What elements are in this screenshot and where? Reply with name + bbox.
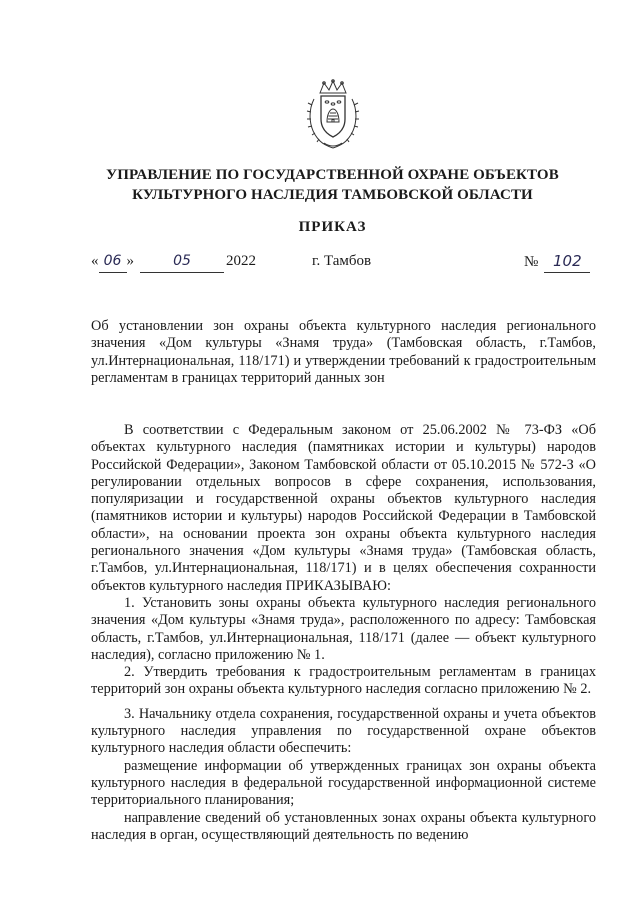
order-title [91, 318, 596, 387]
order-title-text: Об установлении зон охраны объекта культурного наследия регионального значения «Дом культуры «Знамя труда» (Тамбовская область, г.Тамбов, ул.Интернациональная, 118/171) и утверждении требований к градостроительным регламентам в границах территорий данных зон [91, 318, 596, 386]
order-body [91, 422, 596, 844]
item-2-paragraph: 2. Утвердить требования к градостроительным регламентам в границах территорий зон охраны объекта культурного наследия согласно приложению № 2. [91, 664, 596, 698]
date-day-handwritten: 06 [99, 250, 127, 273]
date-year: 2022 [226, 253, 256, 269]
number-handwritten: 102 [544, 250, 590, 273]
item-3-subpoint-2: направление сведений об установленных зонах охраны объекта культурного наследия в орган, осуществляющий деятельность по ведению [91, 809, 596, 843]
date-close-quote: » [126, 253, 134, 269]
document-type-title: ПРИКАЗ [298, 219, 367, 235]
item-3-subpoint-1: размещение информации об утвержденных границах зон охраны объекта культурного наследия в федеральной государственной информационной системе территориального планирования; [91, 757, 596, 809]
organization-name-line-1: УПРАВЛЕНИЕ ПО ГОСУДАРСТВЕННОЙ ОХРАНЕ ОБЪЕКТОВ [106, 167, 559, 183]
document-city: г. Тамбов [312, 253, 372, 269]
preamble-paragraph: В соответствии с Федеральным законом от 25.06.2002 № 73-ФЗ «Об объектах культурного наследия (памятниках истории и культуры) народов Российской Федерации», Законом Тамбовской области от 05.10.2015 № 572-З «О регулировании отдельных вопросов в сфере сохранения, использования, популяризации и государственной охраны объектов культурного наследия (памятников истории и культуры) народов Российской Федерации в Тамбовской области», на основании проекта зон охраны объекта культурного наследия регионального значения «Дом культуры «Знамя труда» (Тамбовская область, г.Тамбов, ул.Интернациональная, 118/171) и в целях обеспечения сохранности объектов культурного наследия ПРИКАЗЫВАЮ: [91, 422, 596, 594]
item-3-paragraph: 3. Начальнику отдела сохранения, государственной охраны и учета объектов культурного наследия управления по государственной охране объектов культурного наследия области обеспечить: [91, 705, 596, 757]
item-1-paragraph: 1. Установить зоны охраны объекта культурного наследия регионального значения «Дом культуры «Знамя труда», расположенного по адресу: Тамбовская область, г.Тамбов, ул.Интернациональная, 118/171 (далее — объект культурного наследия), согласно приложению № 1. [91, 594, 596, 663]
coat-of-arms-emblem [304, 79, 362, 151]
number-label: № [524, 254, 539, 270]
date-open-quote: « [91, 253, 99, 269]
date-month-handwritten: 05 [140, 250, 224, 273]
document-number [524, 250, 590, 273]
document-date [91, 250, 256, 273]
organization-name-line-2: КУЛЬТУРНОГО НАСЛЕДИЯ ТАМБОВСКОЙ ОБЛАСТИ [132, 187, 533, 203]
